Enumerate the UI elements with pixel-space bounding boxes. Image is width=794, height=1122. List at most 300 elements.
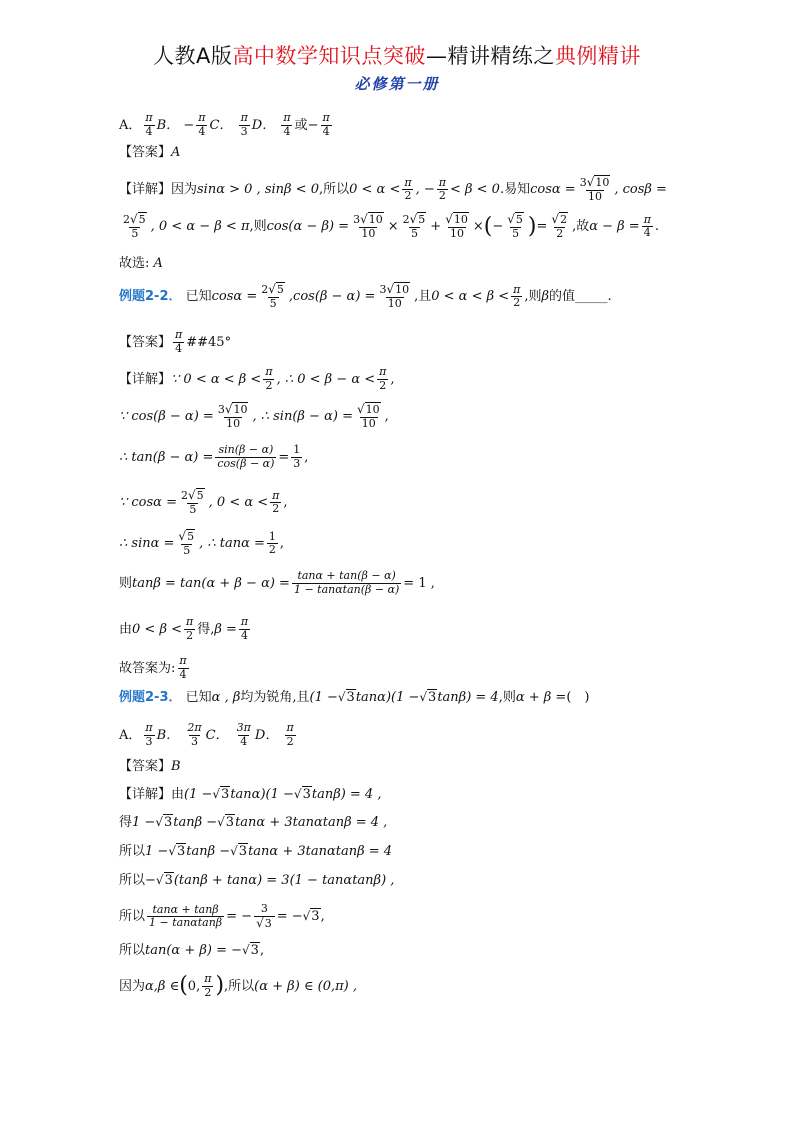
numerator: [216, 403, 251, 417]
denominator: 3: [293, 456, 301, 470]
square-root: [130, 213, 147, 227]
denominator: 10: [361, 416, 376, 430]
example-2-3-question: [119, 691, 589, 704]
math-text: 2: [402, 213, 410, 226]
denominator: 1 − tanαtanβ: [149, 916, 223, 930]
fraction: [235, 722, 253, 748]
fraction: [377, 283, 412, 310]
numerator: π: [240, 615, 249, 628]
math-text: 【详解】由: [119, 787, 185, 802]
radical-sign: √: [155, 815, 163, 829]
large-parenthesis: ): [527, 213, 537, 239]
math-text: 【答案】: [119, 334, 172, 350]
solution-2-3-line-4: [119, 874, 394, 887]
square-root: [445, 213, 469, 227]
math-text: A: [153, 256, 163, 271]
solution-2-3-line-5: [119, 903, 325, 930]
math-text: = 1 ,: [403, 575, 435, 591]
math-text: ,所以: [224, 978, 255, 994]
answer-line-2-1: [119, 146, 180, 159]
square-root: [225, 403, 249, 417]
radical-sign: √: [217, 815, 225, 829]
numerator: π: [643, 212, 651, 226]
math-text: [278, 729, 282, 742]
math-text: =: [278, 449, 290, 465]
fraction: [642, 214, 653, 240]
title-series: —精讲精练之: [425, 44, 555, 68]
radicand: 3: [250, 943, 259, 958]
denominator: 4: [145, 124, 153, 138]
example-2-2-question: [119, 283, 612, 310]
radical-sign: √: [386, 282, 395, 296]
math-text: ,: [304, 449, 309, 465]
radicand: 3: [428, 690, 437, 705]
math-text: β: [541, 289, 550, 305]
numerator: sin(β − α): [218, 443, 274, 456]
denominator: [254, 916, 275, 931]
solution-2-3-line-3: [119, 845, 392, 858]
denominator: 2: [556, 226, 564, 240]
radicand: 3: [311, 909, 320, 925]
numerator: [176, 530, 197, 544]
fraction: [437, 177, 448, 203]
fraction: [292, 570, 401, 596]
denominator: 2: [286, 734, 294, 748]
radical-sign: √: [168, 844, 176, 858]
square-root: [294, 788, 312, 801]
fraction: [401, 213, 429, 240]
square-root: [338, 691, 356, 704]
fraction: [511, 284, 522, 310]
square-root: [256, 917, 273, 931]
square-root: [212, 788, 230, 801]
math-text: B．: [156, 117, 180, 133]
math-text: ∴ sinα =: [119, 536, 175, 552]
math-text: α + β =: [515, 690, 567, 705]
numerator: [443, 213, 471, 227]
math-text: tanβ −: [186, 844, 231, 859]
radical-sign: √: [268, 282, 276, 296]
fraction: [351, 213, 386, 240]
denominator: 10: [450, 226, 465, 240]
denominator: 2: [268, 543, 276, 557]
math-text: A: [171, 145, 181, 160]
denominator: 4: [198, 124, 206, 138]
numerator: π: [404, 175, 412, 189]
fraction: [270, 490, 281, 516]
solution-2-2-line-6: [119, 570, 435, 596]
radical-sign: √: [507, 212, 515, 226]
solution-2-2-line-4: [119, 489, 288, 516]
denominator: 2: [272, 502, 280, 516]
fraction: [443, 213, 471, 240]
radicand: 10: [395, 283, 410, 296]
fraction: [578, 176, 613, 203]
square-root: [188, 489, 205, 503]
radical-sign: √: [445, 212, 453, 226]
radicand: 10: [595, 176, 610, 189]
numerator: 1: [268, 529, 276, 543]
denominator: 4: [283, 124, 291, 138]
fraction: [355, 403, 383, 430]
denominator: 2: [438, 189, 446, 203]
radical-sign: √: [178, 529, 187, 543]
radical-sign: √: [155, 873, 164, 887]
math-text: α , β: [211, 690, 241, 705]
numerator: [121, 213, 149, 227]
solution-2-3-line-2: [119, 816, 387, 829]
radicand: 3: [238, 844, 248, 859]
radicand: 5: [276, 283, 284, 296]
radical-sign: √: [256, 915, 264, 930]
fraction: [147, 904, 224, 930]
denominator: cos(β − α): [217, 456, 275, 470]
math-text: tanβ) = 4 ,: [311, 787, 382, 802]
math-text: [179, 729, 183, 742]
radical-sign: √: [551, 212, 560, 226]
math-text: , ∴ sin(β − α) =: [252, 409, 353, 425]
math-text: (1 −: [309, 690, 338, 705]
math-text: 3: [379, 283, 387, 296]
radical-sign: √: [419, 690, 428, 704]
fraction: [143, 722, 154, 748]
radicand: 3: [221, 787, 230, 802]
math-text: 均为锐角,且: [240, 690, 310, 705]
fraction: [185, 722, 203, 748]
radicand: 5: [187, 530, 195, 543]
denominator: 4: [643, 226, 651, 240]
math-text: 0 < β <: [132, 621, 182, 637]
solution-2-2-line-5: [119, 530, 284, 557]
math-text: ,: [384, 409, 389, 425]
radical-sign: √: [293, 787, 302, 801]
solution-2-3-line-1: [119, 788, 381, 801]
math-text: −: [492, 219, 504, 235]
math-text: ,: [279, 536, 285, 552]
numerator: tanα + tan(β − α): [297, 569, 396, 582]
math-text: [229, 729, 233, 742]
denominator: 5: [183, 543, 191, 557]
math-text: D．: [251, 117, 276, 133]
math-text: −: [145, 873, 156, 888]
numerator: π: [265, 365, 273, 378]
numerator: π: [286, 721, 294, 734]
fraction: [216, 403, 251, 430]
math-text: ( ): [566, 690, 590, 705]
radicand: 10: [453, 213, 468, 226]
numerator: 2π: [187, 721, 202, 734]
math-text: =: [536, 219, 548, 235]
numerator: π: [145, 721, 153, 734]
math-text: 则: [119, 575, 133, 591]
radical-sign: √: [409, 212, 418, 226]
math-text: ,则: [498, 690, 516, 705]
math-text: ,: [390, 371, 395, 387]
square-root: [419, 691, 437, 704]
numerator: π: [240, 111, 248, 124]
math-text: 故选:: [119, 256, 150, 271]
math-text: β =: [214, 621, 237, 637]
math-text: −: [307, 117, 319, 133]
math-text: ∵ cos(β − α) =: [119, 409, 214, 425]
math-text: 【详解】: [119, 371, 172, 387]
fraction: [291, 444, 302, 470]
numerator: [549, 213, 570, 227]
math-text: .: [654, 219, 660, 235]
math-text: α,β ∈: [145, 978, 180, 994]
solution-2-2-line-7: [119, 616, 252, 642]
math-text: 0 < α <: [349, 182, 401, 198]
math-text: B．: [156, 727, 180, 743]
math-text: sinα > 0 , sinβ < 0: [197, 182, 319, 198]
radicand: 10: [368, 213, 383, 226]
math-text: 已知: [185, 690, 212, 705]
square-root: [551, 213, 568, 227]
radical-sign: √: [586, 175, 595, 189]
math-text: 2: [123, 213, 130, 226]
math-text: ,: [320, 909, 325, 925]
math-text: .易知: [499, 182, 531, 198]
math-text: 故答案为:: [119, 660, 176, 676]
math-text: ×: [472, 219, 484, 235]
math-text: cosα =: [211, 289, 258, 305]
denominator: 1 − tanαtan(β − α): [293, 582, 400, 596]
math-text: 【详解】因为: [119, 182, 198, 198]
final-answer-2-2: [119, 655, 191, 681]
fraction: [505, 213, 526, 240]
denominator: 10: [387, 296, 402, 310]
fraction: [267, 531, 278, 557]
example-label: 例题2-2．: [119, 289, 182, 305]
denominator: 4: [179, 667, 187, 681]
math-text: −: [183, 117, 195, 133]
square-root: [178, 530, 195, 544]
denominator: 5: [512, 226, 520, 240]
radical-sign: √: [230, 844, 238, 858]
radicand: 10: [365, 403, 380, 416]
square-root: [357, 403, 381, 417]
math-text: 得,: [197, 621, 215, 637]
math-text: 2: [181, 489, 188, 502]
math-text: 【答案】: [119, 759, 172, 774]
math-text: (tanβ + tanα) = 3(1 − tanαtanβ) ,: [173, 873, 395, 888]
numerator: [377, 283, 412, 297]
fraction: [176, 530, 197, 557]
denominator: 3: [190, 734, 198, 748]
radicand: 5: [515, 213, 523, 226]
math-text: ,: [259, 943, 265, 958]
math-text: [275, 119, 279, 132]
math-text: α − β =: [589, 219, 640, 235]
radical-sign: √: [224, 402, 233, 416]
math-text: D．: [254, 727, 279, 743]
math-text: (α + β) ∈ (0,π) ,: [254, 978, 358, 994]
square-root: [155, 816, 173, 829]
fraction: [239, 616, 250, 642]
numerator: π: [204, 972, 212, 985]
math-text: B: [171, 759, 181, 774]
math-text: tanα)(1 −: [230, 787, 294, 802]
denominator: 2: [404, 189, 412, 203]
math-text: cos(α − β) =: [266, 219, 350, 235]
solution-2-3-line-6: [119, 944, 264, 957]
radicand: 5: [138, 213, 146, 226]
math-text: _____: [575, 289, 608, 305]
math-text: , 0 < α − β < π: [150, 219, 250, 235]
math-text: 已知: [185, 289, 212, 305]
answer-line-2-2: [119, 329, 231, 355]
radicand: 3: [176, 844, 186, 859]
radicand: 5: [418, 213, 426, 226]
radical-sign: √: [130, 212, 138, 226]
math-text: A．: [119, 727, 142, 743]
numerator: [401, 213, 429, 227]
math-text: ,则: [524, 289, 542, 305]
fraction: [121, 213, 149, 240]
math-text: ∵ 0 < α < β <: [171, 371, 262, 387]
fraction: [254, 903, 275, 930]
math-text: 1 −: [145, 844, 169, 859]
math-text: +: [430, 219, 442, 235]
math-text: ×: [387, 219, 399, 235]
numerator: [351, 213, 386, 227]
radicand: 3: [164, 873, 173, 888]
denominator: 3: [240, 124, 248, 138]
numerator: π: [175, 328, 183, 341]
numerator: [505, 213, 526, 227]
denominator: 5: [269, 296, 277, 310]
numerator: [578, 176, 613, 190]
radicand: 10: [233, 403, 248, 416]
options-line-2-1: [119, 112, 334, 138]
math-text: tanα + 3tanαtanβ = 4 ,: [235, 815, 388, 830]
math-text: ,所以: [318, 182, 350, 198]
math-text: = −: [276, 909, 303, 925]
numerator: π: [179, 654, 187, 667]
denominator: 2: [513, 296, 521, 310]
denominator: 4: [240, 734, 248, 748]
radicand: 3: [302, 787, 311, 802]
radical-sign: √: [302, 909, 311, 924]
radical-sign: √: [360, 212, 368, 226]
square-root: [242, 944, 260, 957]
numerator: 1: [293, 443, 301, 456]
fraction: [402, 177, 413, 203]
example-label: 例题2-3．: [119, 690, 182, 705]
fraction: [179, 489, 207, 516]
math-text: , ∴ 0 < β − α <: [276, 371, 376, 387]
denominator: 2: [379, 378, 387, 392]
radicand: 3: [163, 815, 173, 830]
math-text: ,则: [249, 219, 267, 235]
numerator: [179, 489, 207, 503]
numerator: π: [272, 488, 280, 502]
denominator: 5: [410, 226, 418, 240]
square-root: [168, 845, 186, 858]
fraction: [263, 366, 274, 392]
choice-line-2-1: [119, 257, 163, 270]
numerator: 3: [260, 902, 268, 915]
fraction: [143, 112, 154, 138]
math-text: tanβ = tan(α + β − α) =: [132, 575, 290, 591]
math-text: ,cos(β − α) =: [288, 289, 376, 305]
fraction: [377, 366, 388, 392]
fraction: [196, 112, 207, 138]
math-text: cosα =: [530, 182, 576, 198]
math-text: ∴ tan(β − α) =: [119, 449, 214, 465]
math-text: tanα + 3tanαtanβ = 4: [248, 844, 393, 859]
numerator: [355, 403, 383, 417]
fraction: [284, 722, 295, 748]
solution-2-2-line-3: [119, 444, 308, 470]
denominator: 10: [226, 416, 241, 430]
radicand: 5: [196, 489, 204, 502]
options-line-2-3: [119, 722, 298, 748]
square-root: [217, 816, 235, 829]
fraction: [202, 973, 213, 999]
math-text: , 0 < α <: [208, 495, 269, 511]
square-root: [156, 874, 174, 887]
square-root: [507, 213, 524, 227]
radicand: 3: [225, 815, 235, 830]
math-text: ,故: [572, 219, 590, 235]
square-root: [360, 213, 384, 227]
math-text: .: [607, 289, 612, 305]
fraction: [173, 329, 184, 355]
solution-2-2-line-2: [119, 403, 389, 430]
fraction: [239, 112, 250, 138]
denominator: 4: [175, 341, 183, 355]
fraction: [281, 112, 292, 138]
fraction: [215, 444, 276, 470]
square-root: [268, 283, 285, 297]
title-textbook: 人教A版: [153, 44, 233, 68]
denominator: 5: [189, 502, 197, 516]
math-text: 【答案】: [119, 145, 172, 160]
math-text: tanβ) = 4: [437, 690, 499, 705]
denominator: 4: [241, 628, 249, 642]
numerator: π: [185, 615, 194, 628]
radicand: 3: [264, 916, 272, 930]
denominator: 2: [265, 378, 273, 392]
denominator: 4: [322, 124, 330, 138]
math-text: < β < 0: [449, 182, 500, 198]
solution-2-2-line-1: [119, 366, 395, 392]
denominator: 3: [145, 734, 153, 748]
denominator: 2: [204, 985, 212, 999]
math-text: 0,: [187, 978, 201, 994]
numerator: π: [438, 175, 446, 189]
math-text: 3: [217, 403, 225, 416]
math-text: 由: [119, 621, 133, 637]
square-root: [230, 845, 248, 858]
title-topic: 高中数学知识点突破: [232, 44, 426, 68]
page-subtitle: 必修第一册: [354, 75, 440, 93]
fraction: [321, 112, 332, 138]
numerator: tanα + tanβ: [152, 902, 219, 916]
math-text: , −: [415, 182, 435, 198]
denominator: 2: [186, 628, 194, 642]
numerator: π: [283, 111, 291, 124]
math-text: ,: [283, 495, 288, 511]
math-text: C．: [209, 117, 233, 133]
math-text: 1 −: [132, 815, 156, 830]
math-text: ∵ cosα =: [119, 495, 177, 511]
math-text: , cosβ =: [614, 182, 667, 198]
square-root: [303, 910, 321, 923]
page-header-title: [0, 40, 794, 70]
math-text: [232, 119, 236, 132]
